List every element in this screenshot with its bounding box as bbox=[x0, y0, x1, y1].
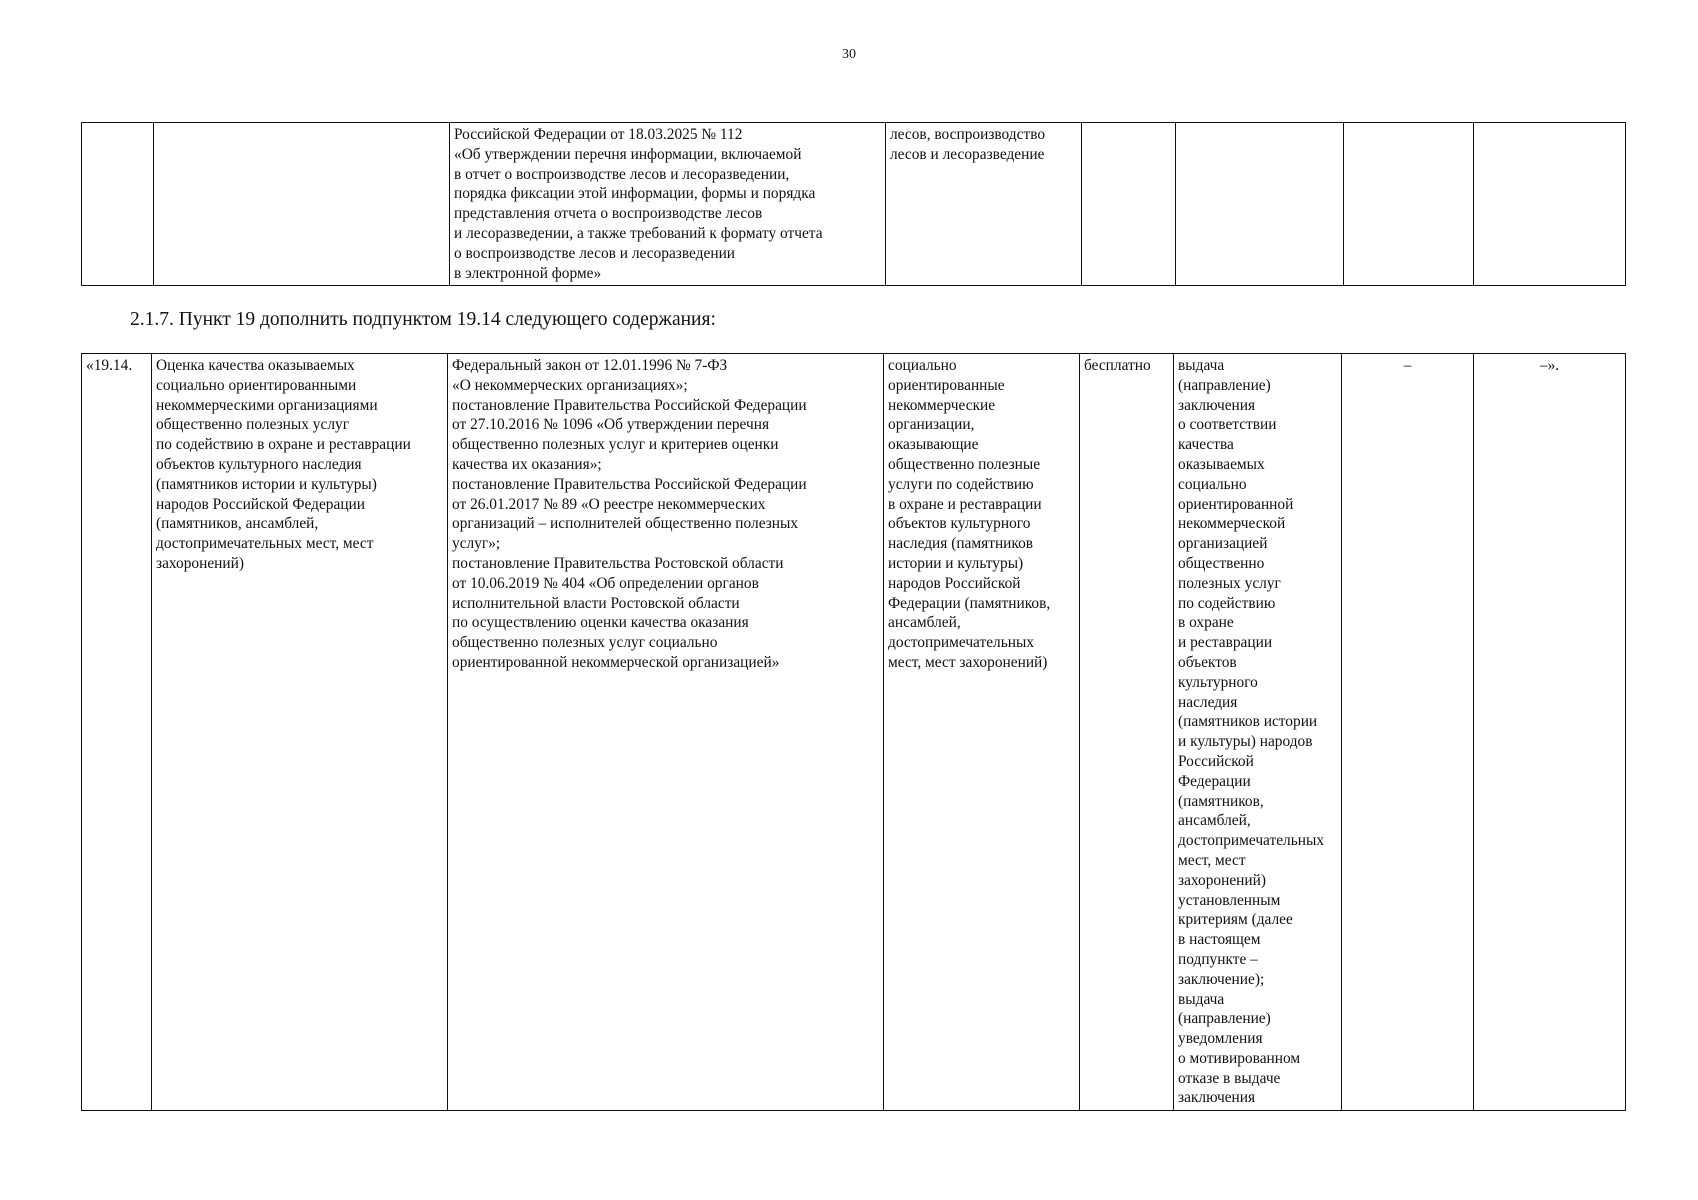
cell-number bbox=[82, 123, 154, 286]
cell-fee: бесплатно bbox=[1080, 354, 1174, 1111]
cell-legal-basis: Российской Федерации от 18.03.2025 № 112 «Об утверждении перечня информации, включаемой в отчет о воспроизводстве лесов и лесоразведении, порядка фиксации этой информации, формы и порядка представления отчета о воспроизводстве лесов и лесоразведении, а также требований к формату отчета о воспроизводстве лесов и лесоразведении в электронной форме» bbox=[450, 123, 886, 286]
cell-col7: – bbox=[1342, 354, 1474, 1111]
cell-result: выдача (направление) заключения о соответствии качества оказываемых социально ориентированной некоммерческой организацией общественно полезных услуг по содействию в охране и реставрации объектов культурного наследия (памятников истории и культуры) народов Российской Федерации (памятников, ансамблей, достопримечательных мест, мест захоронений) установленным критериям (далее в настоящем подпункте – заключение); выдача (направление) уведомления о мотивированном отказе в выдаче заключения bbox=[1174, 354, 1342, 1111]
cell-col7 bbox=[1344, 123, 1474, 286]
cell-number: «19.14. bbox=[82, 354, 152, 1111]
continuation-table bbox=[81, 122, 1626, 286]
cell-recipients: социально ориентированные некоммерческие организации, оказывающие общественно полезные услуги по содействию в охране и реставрации объектов культурного наследия (памятников истории и культуры) народов Российской Федерации (памятников, ансамблей, достопримечательных мест, мест захоронений) bbox=[884, 354, 1080, 1111]
services-table bbox=[81, 353, 1626, 1111]
cell-fee bbox=[1082, 123, 1176, 286]
section-heading: 2.1.7. Пункт 19 дополнить подпунктом 19.14 следующего содержания: bbox=[130, 309, 716, 330]
cell-result bbox=[1176, 123, 1344, 286]
cell-recipients: лесов, воспроизводство лесов и лесоразведение bbox=[886, 123, 1082, 286]
cell-col8: –». bbox=[1474, 354, 1626, 1111]
cell-service-name bbox=[154, 123, 450, 286]
table-row bbox=[82, 354, 1626, 1111]
cell-service-name: Оценка качества оказываемых социально ориентированными некоммерческими организациями общественно полезных услуг по содействию в охране и реставрации объектов культурного наследия (памятников истории и культуры) народов Российской Федерации (памятников, ансамблей, достопримечательных мест, мест захоронений) bbox=[152, 354, 448, 1111]
table-row bbox=[82, 123, 1626, 286]
cell-col8 bbox=[1474, 123, 1626, 286]
cell-legal-basis: Федеральный закон от 12.01.1996 № 7-ФЗ «О некоммерческих организациях»; постановление Правительства Российской Федерации от 27.10.2016 № 1096 «Об утверждении перечня общественно полезных услуг и критериев оценки качества их оказания»; постановление Правительства Российской Федерации от 26.01.2017 № 89 «О реестре некоммерческих организаций – исполнителей общественно полезных услуг»; постановление Правительства Ростовской области от 10.06.2019 № 404 «Об определении органов исполнительной власти Ростовской области по осуществлению оценки качества оказания общественно полезных услуг социально ориентированной некоммерческой организацией» bbox=[448, 354, 884, 1111]
page-number: 30 bbox=[842, 47, 856, 62]
